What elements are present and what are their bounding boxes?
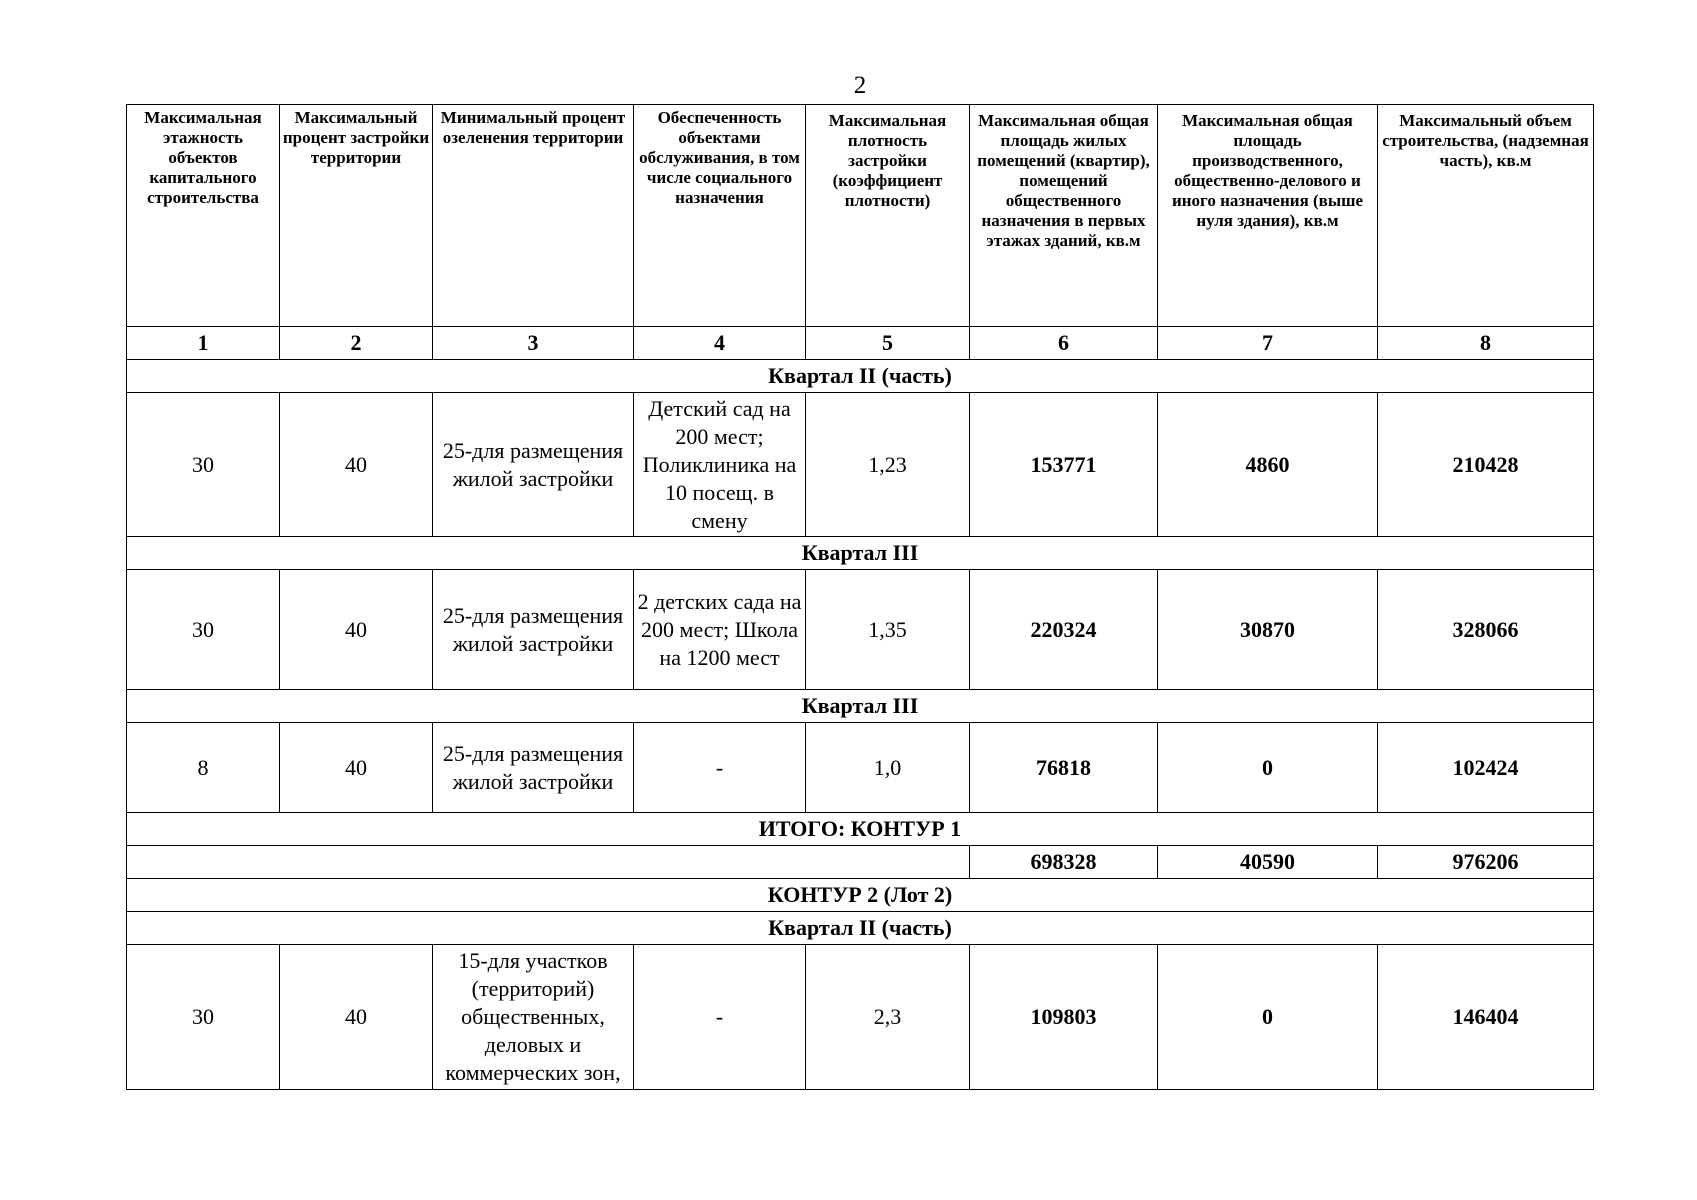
header-row xyxy=(127,105,1594,327)
header-cell: Максимальная плотность застройки (коэффициент плотности) xyxy=(806,105,970,327)
table-cell: 146404 xyxy=(1378,945,1594,1090)
table-cell: 2,3 xyxy=(806,945,970,1090)
table-row xyxy=(127,945,1594,1090)
table-cell: 8 xyxy=(127,723,280,813)
table-cell: 30 xyxy=(127,570,280,690)
table-cell: 1,0 xyxy=(806,723,970,813)
section-title: Квартал II (часть) xyxy=(127,360,1594,393)
table-cell: 1,35 xyxy=(806,570,970,690)
table-row xyxy=(127,570,1594,690)
table-cell: 2 детских сада на 200 мест; Школа на 1200 мест xyxy=(634,570,806,690)
table-cell: 40 xyxy=(280,570,433,690)
column-number: 3 xyxy=(433,327,634,360)
total-row xyxy=(127,846,1594,879)
column-number: 8 xyxy=(1378,327,1594,360)
indicators-table xyxy=(126,104,1594,1090)
table-cell: - xyxy=(634,723,806,813)
total-cell: 698328 xyxy=(970,846,1158,879)
table-row xyxy=(127,723,1594,813)
table-cell: 328066 xyxy=(1378,570,1594,690)
table-cell: 220324 xyxy=(970,570,1158,690)
table-cell: - xyxy=(634,945,806,1090)
header-cell: Максимальный объем строительства, (надземная часть), кв.м xyxy=(1378,105,1594,327)
table-cell: 40 xyxy=(280,945,433,1090)
table-cell: 210428 xyxy=(1378,393,1594,537)
table-cell: 25-для размещения жилой застройки xyxy=(433,570,634,690)
section-title: Квартал II (часть) xyxy=(127,912,1594,945)
table-cell: 102424 xyxy=(1378,723,1594,813)
table-cell: 76818 xyxy=(970,723,1158,813)
column-number-row xyxy=(127,327,1594,360)
table-row xyxy=(127,393,1594,537)
table-cell: 0 xyxy=(1158,945,1378,1090)
total-title: ИТОГО: КОНТУР 1 xyxy=(127,813,1594,846)
header-cell: Максимальный процент застройки территории xyxy=(280,105,433,327)
column-number: 1 xyxy=(127,327,280,360)
column-number: 2 xyxy=(280,327,433,360)
table-cell: 153771 xyxy=(970,393,1158,537)
section-row xyxy=(127,537,1594,570)
column-number: 4 xyxy=(634,327,806,360)
table-cell: 4860 xyxy=(1158,393,1378,537)
section-row xyxy=(127,690,1594,723)
page-number: 2 xyxy=(853,72,867,99)
section-row xyxy=(127,912,1594,945)
header-cell: Максимальная этажность объектов капитального строительства xyxy=(127,105,280,327)
total-title-row xyxy=(127,813,1594,846)
column-number: 7 xyxy=(1158,327,1378,360)
table-cell: 15-для участков (территорий) общественных, деловых и коммерческих зон, xyxy=(433,945,634,1090)
table-cell: 40 xyxy=(280,723,433,813)
table-cell: Детский сад на 200 мест; Поликлиника на 10 посещ. в смену xyxy=(634,393,806,537)
column-number: 5 xyxy=(806,327,970,360)
header-cell: Обеспеченность объектами обслуживания, в том числе социального назначения xyxy=(634,105,806,327)
table-cell: 30 xyxy=(127,945,280,1090)
contour-title: КОНТУР 2 (Лот 2) xyxy=(127,879,1594,912)
table-cell: 25-для размещения жилой застройки xyxy=(433,393,634,537)
table-cell: 30870 xyxy=(1158,570,1378,690)
header-cell: Максимальная общая площадь производственного, общественно-делового и иного назначения (выше нуля здания), кв.м xyxy=(1158,105,1378,327)
total-cell: 40590 xyxy=(1158,846,1378,879)
table-cell: 109803 xyxy=(970,945,1158,1090)
column-number: 6 xyxy=(970,327,1158,360)
contour-title-row xyxy=(127,879,1594,912)
total-cell: 976206 xyxy=(1378,846,1594,879)
table-cell: 30 xyxy=(127,393,280,537)
section-title: Квартал III xyxy=(127,537,1594,570)
table-cell: 25-для размещения жилой застройки xyxy=(433,723,634,813)
table-cell: 40 xyxy=(280,393,433,537)
section-row xyxy=(127,360,1594,393)
total-empty-cell xyxy=(127,846,970,879)
header-cell: Минимальный процент озеленения территории xyxy=(433,105,634,327)
header-cell: Максимальная общая площадь жилых помещений (квартир), помещений общественного назначения в первых этажах зданий, кв.м xyxy=(970,105,1158,327)
table-cell: 1,23 xyxy=(806,393,970,537)
section-title: Квартал III xyxy=(127,690,1594,723)
table-cell: 0 xyxy=(1158,723,1378,813)
